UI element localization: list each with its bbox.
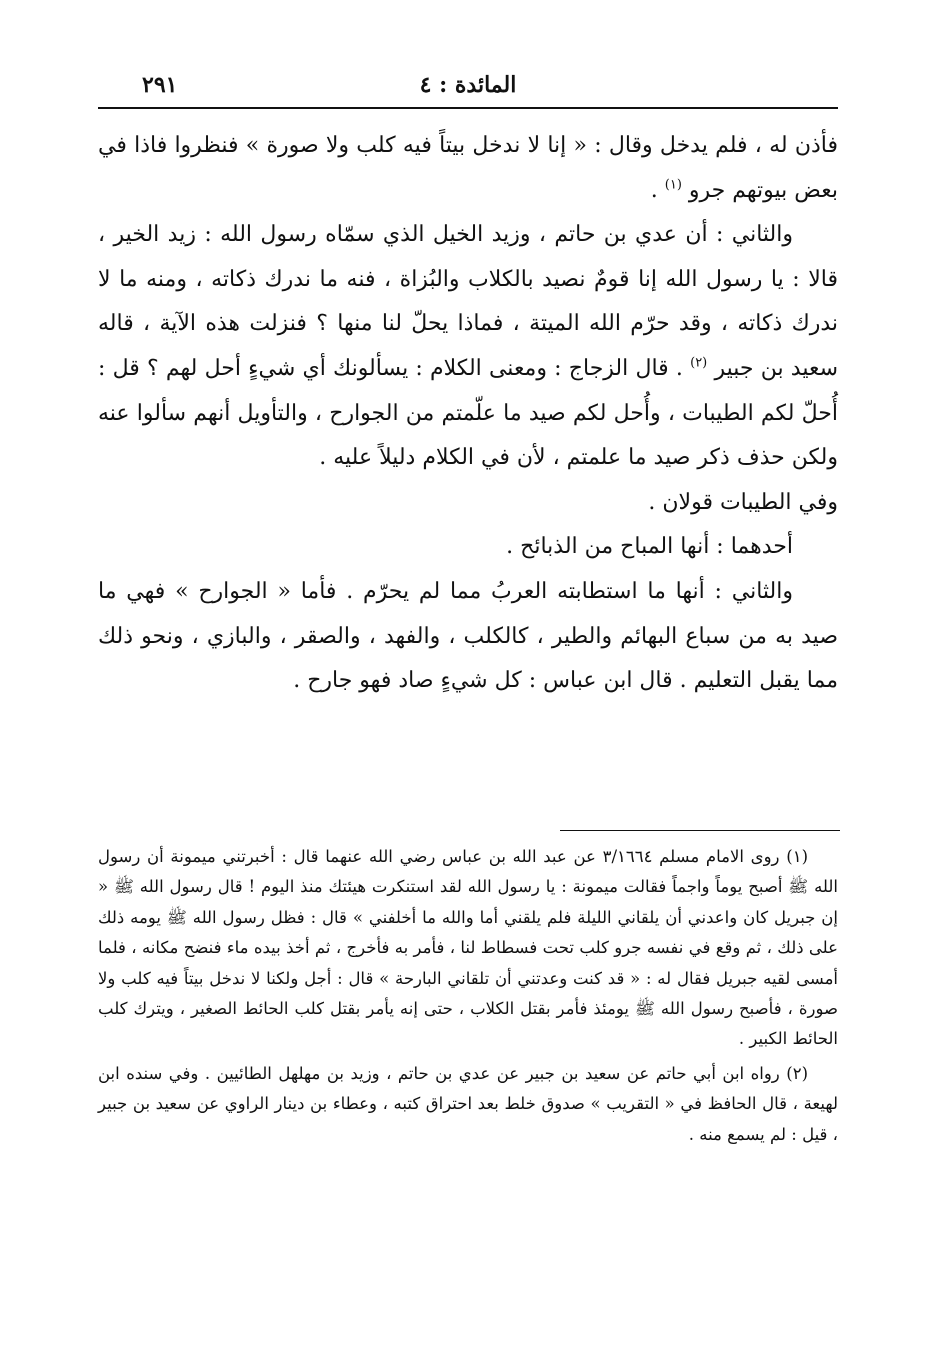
footnote-ref-1: (١) — [664, 177, 682, 193]
footnotes — [98, 842, 838, 1154]
paragraph-1-end: . — [650, 177, 658, 203]
page-number: ٢٩١ — [142, 72, 178, 98]
page-header — [98, 70, 838, 104]
header-divider — [98, 107, 838, 109]
main-text — [98, 124, 838, 704]
paragraph-5: والثاني : أنها ما استطابته العربُ مما لم يحرّم . فأما « الجوارح » فهي ما صيد به من سباع البهائم والطير ، كالكلب ، والفهد ، والصقر ، والبازي ، ونحو ذلك مما يقبل التعليم . قال ابن عباس : كل شيءٍ صاد فهو جارح . — [98, 578, 838, 694]
footnote-1: (١) روى الامام مسلم ٣/١٦٦٤ عن عبد الله بن عباس رضي الله عنهما قال : أخبرتني ميمونة أن رسول الله ﷺ أصبح يوماً واجماً فقالت ميمونة : يا رسول الله لقد استنكرت هيئتك منذ اليوم ! قال رسول الله ﷺ « إن جبريل كان واعدني أن يلقاني الليلة فلم يلقني أما والله ما أخلفني » قال : فظل رسول الله ﷺ يومه ذلك على ذلك ، ثم وقع في نفسه جرو كلب تحت فسطاط لنا ، فأمر به فأخرج ، ثم أخذ بيده ماء فنضح مكانه ، فلما أمسى لقيه جبريل فقال له : « قد كنت وعدتني أن تلقاني البارحة » قال : أجل ولكنا لا ندخل بيتاً فيه كلب ولا صورة ، فأصبح رسول الله ﷺ يومئذ فأمر بقتل الكلاب ، حتى إنه يأمر بقتل كلب الحائط الصغير ، ويترك كلب الحائط الكبير . — [98, 847, 838, 1049]
paragraph-1 — [98, 124, 838, 213]
paragraph-1-text: فأذن له ، فلم يدخل وقال : « إنا لا ندخل بيتاً فيه كلب ولا صورة » فنظروا فاذا في بعض بيوتهم جرو — [98, 133, 838, 203]
paragraph-3: وفي الطيبات قولان . — [648, 489, 838, 515]
footnote-divider — [560, 830, 840, 831]
footnote-2: (٢) رواه ابن أبي حاتم عن سعيد بن جبير عن عدي بن حاتم ، وزيد بن مهلهل الطائيين . وفي سنده ابن لهيعة ، قال الحافظ في « التقريب » صدوق خلط بعد احتراق كتبه ، وعطاء بن دينار الراوي عن سعيد بن جبير ، قيل : لم يسمع منه . — [98, 1063, 838, 1144]
paragraph-4: أحدهما : أنها المباح من الذبائح . — [506, 534, 793, 560]
paragraph-2-end: . — [675, 355, 683, 381]
running-title: المائدة : ٤ — [419, 72, 517, 98]
paragraph-2-text: والثاني : أن عدي بن حاتم ، وزيد الخيل الذي سمّاه رسول الله : زيد الخير ، قالا : يا رسول الله إنا قومٌ نصيد بالكلاب والبُزاة ، فنه ما ندرك ذكاته ، ومنه ما لا ندرك ذكاته ، وقد حرّم الله الميتة ، فماذا يحلّ لنا منها ؟ فنزلت هذه الآية ، قاله سعيد بن جبير — [98, 222, 839, 381]
paragraph-2 — [98, 213, 838, 481]
footnote-ref-2: (٢) — [690, 355, 708, 371]
paragraph-2-continuation: قال الزجاج : ومعنى الكلام : يسألونك أي شيءٍ أحل لهم ؟ قل : أُحلّ لكم الطيبات ، وأُحل لكم صيد ما علّمتم من الجوارح ، والتأويل أنهم سألوا عنه ولكن حذف ذكر صيد ما علمتم ، لأن في الكلام دليلاً عليه . — [98, 355, 838, 471]
